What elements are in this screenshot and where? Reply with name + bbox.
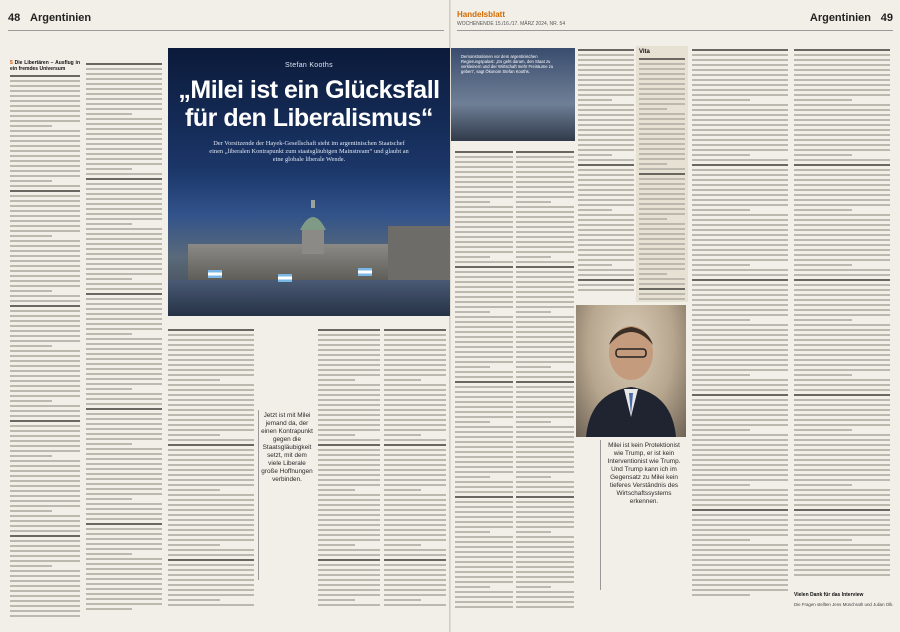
flag-icon xyxy=(278,274,292,282)
body-text-5 xyxy=(516,151,574,608)
left-header-rule xyxy=(8,30,444,31)
photo-caption: Demonstrationen vor dem argentinischen Regierungspalast: „Es geht darum, den Staat zu verkleinern und der Wirtschaft mehr Freiräume zu geben“, sagt Ökonom Stefan Kooths. xyxy=(461,54,554,74)
sidebar-text-1 xyxy=(10,75,80,620)
sidebar-heading xyxy=(10,60,80,72)
sidebar-text-2 xyxy=(86,63,162,610)
body-text-8 xyxy=(794,49,890,576)
body-column-1 xyxy=(168,326,254,620)
crowd xyxy=(168,280,450,316)
left-page-header xyxy=(8,10,438,32)
flag-icon xyxy=(208,270,222,278)
pull-quote-left: Jetzt ist mit Milei jemand da, der einen Kontrapunkt gegen die Staatsgläubigkeit setzt, mit dem viele Liberale große Hoffnungen verbinden. xyxy=(261,412,313,483)
quote-rule-left xyxy=(258,410,259,580)
portrait-person-icon xyxy=(576,305,686,437)
body-column-6 xyxy=(578,46,634,302)
body-text-6 xyxy=(578,49,634,291)
flag-icon xyxy=(358,268,372,276)
right-header-rule xyxy=(457,30,893,31)
closing-thanks: Vielen Dank für das Interview xyxy=(794,592,864,598)
portrait-photo xyxy=(576,305,686,437)
brand-logo: Handelsblatt xyxy=(457,10,506,19)
left-section-title: Argentinien xyxy=(30,12,92,24)
vita-text xyxy=(639,58,685,300)
body-text-3 xyxy=(384,329,446,606)
sidebar-title: Die Libertären – Ausflug in ein fremdes Universum xyxy=(10,60,80,72)
hero-photo xyxy=(168,48,450,316)
vita-title: Vita xyxy=(639,49,650,55)
body-column-4 xyxy=(455,148,513,620)
left-page-number: 48 xyxy=(8,12,21,24)
article-headline: „Milei ist ein Glücksfall für den Liberalismus“ xyxy=(178,76,440,132)
body-text-2 xyxy=(318,329,380,606)
sidebar-column-2 xyxy=(86,60,162,620)
body-text-1 xyxy=(168,329,254,606)
body-column-5 xyxy=(516,148,574,620)
dome-icon xyxy=(296,200,330,254)
pull-quote-right: Milei ist kein Protektionist wie Trump, er ist kein Interventionist wie Trump. Und Trump kann ich im Gegensatz zu Milei kein tieferes Verständnis des Wirtschaftssystems erkennen. xyxy=(607,442,681,505)
right-page-number: 49 xyxy=(880,12,893,24)
body-column-3 xyxy=(384,326,446,620)
sidebar-column-1 xyxy=(10,60,80,620)
issue-line: WOCHENENDE 15./16./17. MÄRZ 2024, NR. 54 xyxy=(457,21,566,27)
body-text-7 xyxy=(692,49,788,596)
sidebar-number: 5 xyxy=(10,60,13,66)
body-column-2 xyxy=(318,326,380,620)
closing-credit: Die Fragen stellten Jens Münchrath und Julian Olk. xyxy=(794,602,894,607)
right-section-title: Argentinien xyxy=(809,12,871,24)
article-lede: Der Vorsitzende der Hayek-Gesellschaft sieht im argentinischen Staatschef einen „liberalen Kontrapunkt zum staatsgläubigen Mainstream“ und glaubt an eine globale liberale Wende. xyxy=(209,140,409,163)
body-column-7 xyxy=(692,46,788,606)
caption-photo xyxy=(451,48,575,141)
quote-rule-right xyxy=(600,440,601,590)
vita-box xyxy=(636,46,688,302)
right-page-header xyxy=(457,10,893,32)
body-text-4 xyxy=(455,151,513,608)
side-building xyxy=(388,226,450,284)
article-author: Stefan Kooths xyxy=(285,62,333,69)
body-column-8 xyxy=(794,46,890,586)
